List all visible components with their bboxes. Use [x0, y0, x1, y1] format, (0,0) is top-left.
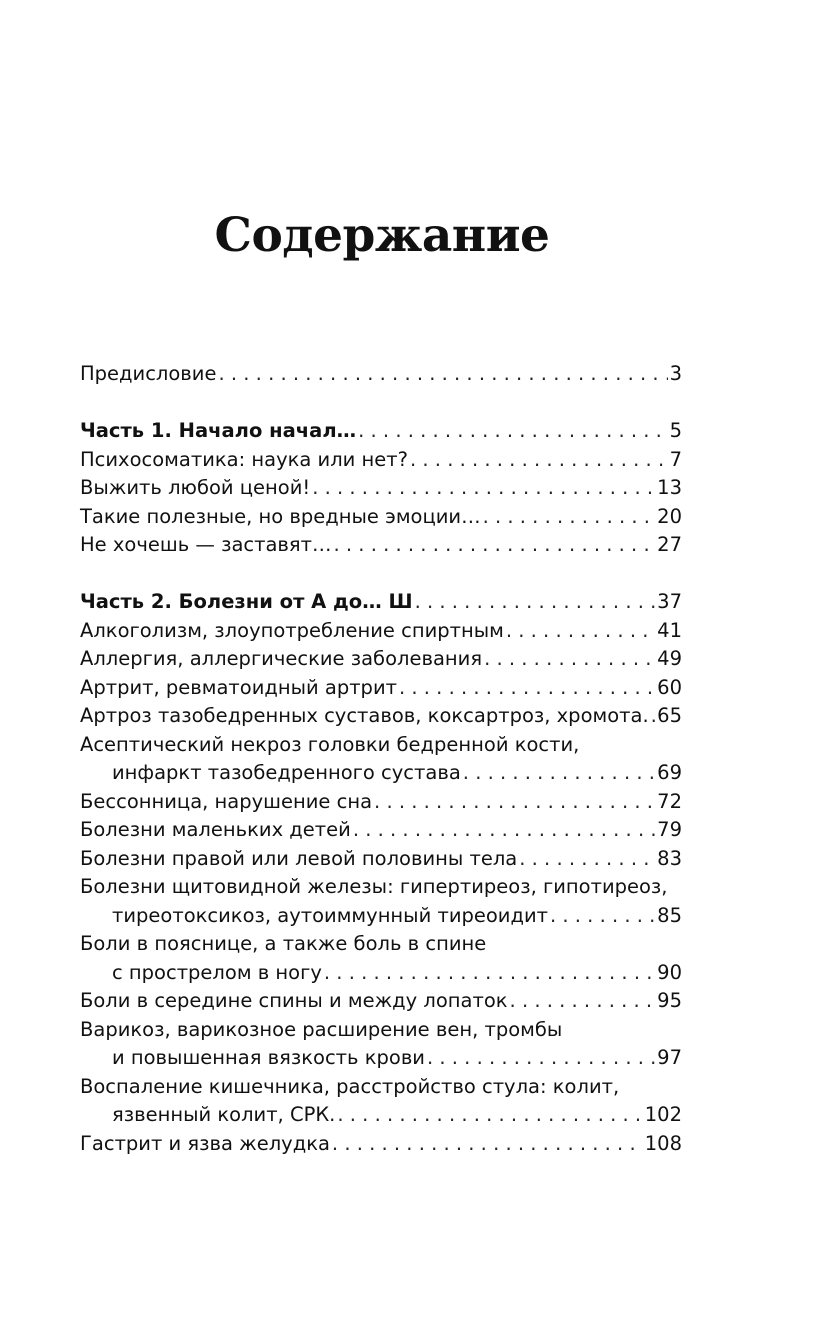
toc-entry[interactable] [80, 1044, 682, 1073]
section-gap [80, 560, 682, 589]
toc-page-number: 108 [644, 1131, 682, 1155]
toc-entry-label: Часть 2. Болезни от А до… Ш [80, 590, 413, 613]
toc-entry-label: Боли в середине спины и между лопаток [80, 989, 508, 1012]
toc-entry[interactable] [80, 474, 682, 503]
dot-leader [399, 674, 655, 703]
dot-leader [337, 1101, 642, 1130]
toc-entry-preface[interactable] [80, 360, 682, 389]
dot-leader [427, 1044, 655, 1073]
dot-leader [463, 759, 655, 788]
dot-leader [410, 446, 668, 475]
toc-entry[interactable] [80, 645, 682, 674]
toc-page-number: 85 [657, 903, 682, 927]
toc-entry-label: инфаркт тазобедренного сустава [112, 761, 461, 784]
toc-entry[interactable] [80, 902, 682, 931]
toc-page-number: 41 [657, 618, 682, 642]
toc-page-number: 97 [657, 1046, 682, 1069]
toc-entry[interactable] [80, 617, 682, 646]
dot-leader [312, 474, 655, 503]
toc-page-number: 20 [657, 504, 682, 528]
toc-entry[interactable] [80, 959, 682, 988]
toc-page-number: 60 [657, 675, 682, 699]
dot-leader [506, 617, 655, 646]
toc-entry[interactable] [80, 816, 682, 845]
toc-page-number: 95 [657, 989, 682, 1012]
dot-leader [651, 702, 656, 731]
dot-leader [484, 645, 655, 674]
dot-leader [519, 845, 655, 874]
dot-leader [550, 902, 655, 931]
toc-page-number: 102 [644, 1103, 682, 1126]
toc-page-number: 27 [657, 533, 682, 556]
toc-entry[interactable] [80, 845, 682, 874]
toc-page-number: 72 [657, 789, 682, 813]
toc-entry-label: Такие полезные, но вредные эмоции… [80, 504, 481, 528]
toc-entry[interactable] [80, 759, 682, 788]
toc-page-number: 37 [657, 590, 682, 613]
toc-entry-first-line: Боли в пояснице, а также боль в спине [80, 932, 487, 955]
toc-entry-label: Предисловие [80, 362, 217, 385]
toc-entry[interactable] [80, 987, 682, 1016]
toc-entry-label: Артроз тазобедренных суставов, коксартроз, хромота. [80, 704, 649, 727]
toc-page-number: 3 [669, 362, 682, 385]
dot-leader [358, 417, 667, 446]
toc-entry-label: Алкоголизм, злоупотребление спиртным [80, 618, 504, 642]
toc-entry-label: Болезни маленьких детей [80, 818, 351, 841]
toc-entry-label: Артрит, ревматоидный артрит [80, 675, 397, 699]
toc-part-header-1[interactable] [80, 417, 682, 446]
toc-entry[interactable] [80, 1130, 682, 1159]
toc-page-number: 83 [657, 846, 682, 870]
toc-page-number: 79 [657, 818, 682, 841]
toc-entry[interactable] [80, 788, 682, 817]
toc-entry-first-line: Асептический некроз головки бедренной кости, [80, 732, 580, 756]
toc-entry-label: и повышенная вязкость крови [112, 1046, 425, 1069]
toc-page-number: 13 [657, 476, 682, 499]
toc-entry-first-line: Варикоз, варикозное расширение вен, тромбы [80, 1017, 563, 1041]
toc-entry[interactable] [80, 531, 682, 560]
toc-page-number: 49 [657, 647, 682, 670]
toc-page-number: 65 [657, 704, 682, 727]
dot-leader [415, 588, 656, 617]
toc-page-number: 5 [669, 419, 682, 442]
toc-entry[interactable] [80, 702, 682, 731]
page-title: Содержание [214, 208, 550, 263]
toc-entry-label: Аллергия, аллергические заболевания [80, 647, 483, 670]
toc-entry-first-line: Воспаление кишечника, расстройство стула: колит, [80, 1074, 620, 1098]
dot-leader [334, 531, 656, 560]
dot-leader [353, 816, 655, 845]
dot-leader [218, 360, 667, 389]
toc-entry-label: Болезни правой или левой половины тела [80, 846, 518, 870]
dot-leader [332, 1130, 643, 1159]
dot-leader [483, 503, 656, 532]
toc-entry[interactable] [80, 674, 682, 703]
toc-entry-label: Психосоматика: наука или нет? [80, 447, 408, 471]
toc-part-header-2[interactable] [80, 588, 682, 617]
section-gap [80, 389, 682, 418]
toc-page-number: 90 [657, 960, 682, 984]
toc-entry-label: Бессонница, нарушение сна [80, 789, 373, 813]
dot-leader [374, 788, 655, 817]
toc-entry-label: Выжить любой ценой! [80, 476, 311, 499]
dot-leader [510, 987, 656, 1016]
toc-entry-label: Не хочешь — заставят… [80, 533, 332, 556]
toc-entry[interactable] [80, 446, 682, 475]
toc-entry-label: с прострелом в ногу [112, 960, 322, 984]
toc-entry-first-line: Болезни щитовидной железы: гипертиреоз, гипотиреоз, [80, 875, 668, 898]
toc-page-number: 69 [657, 761, 682, 784]
toc-page-number: 7 [669, 447, 682, 471]
toc-entry[interactable] [80, 503, 682, 532]
toc-entry-label: Часть 1. Начало начал… [80, 419, 357, 442]
toc-entry-label: Гастрит и язва желудка [80, 1131, 330, 1155]
toc-entry-label: язвенный колит, СРК. [112, 1103, 336, 1126]
toc-entry-label: тиреотоксикоз, аутоиммунный тиреоидит [112, 903, 548, 927]
toc-entry[interactable] [80, 1101, 682, 1130]
dot-leader [324, 959, 655, 988]
table-of-contents [80, 360, 682, 1158]
